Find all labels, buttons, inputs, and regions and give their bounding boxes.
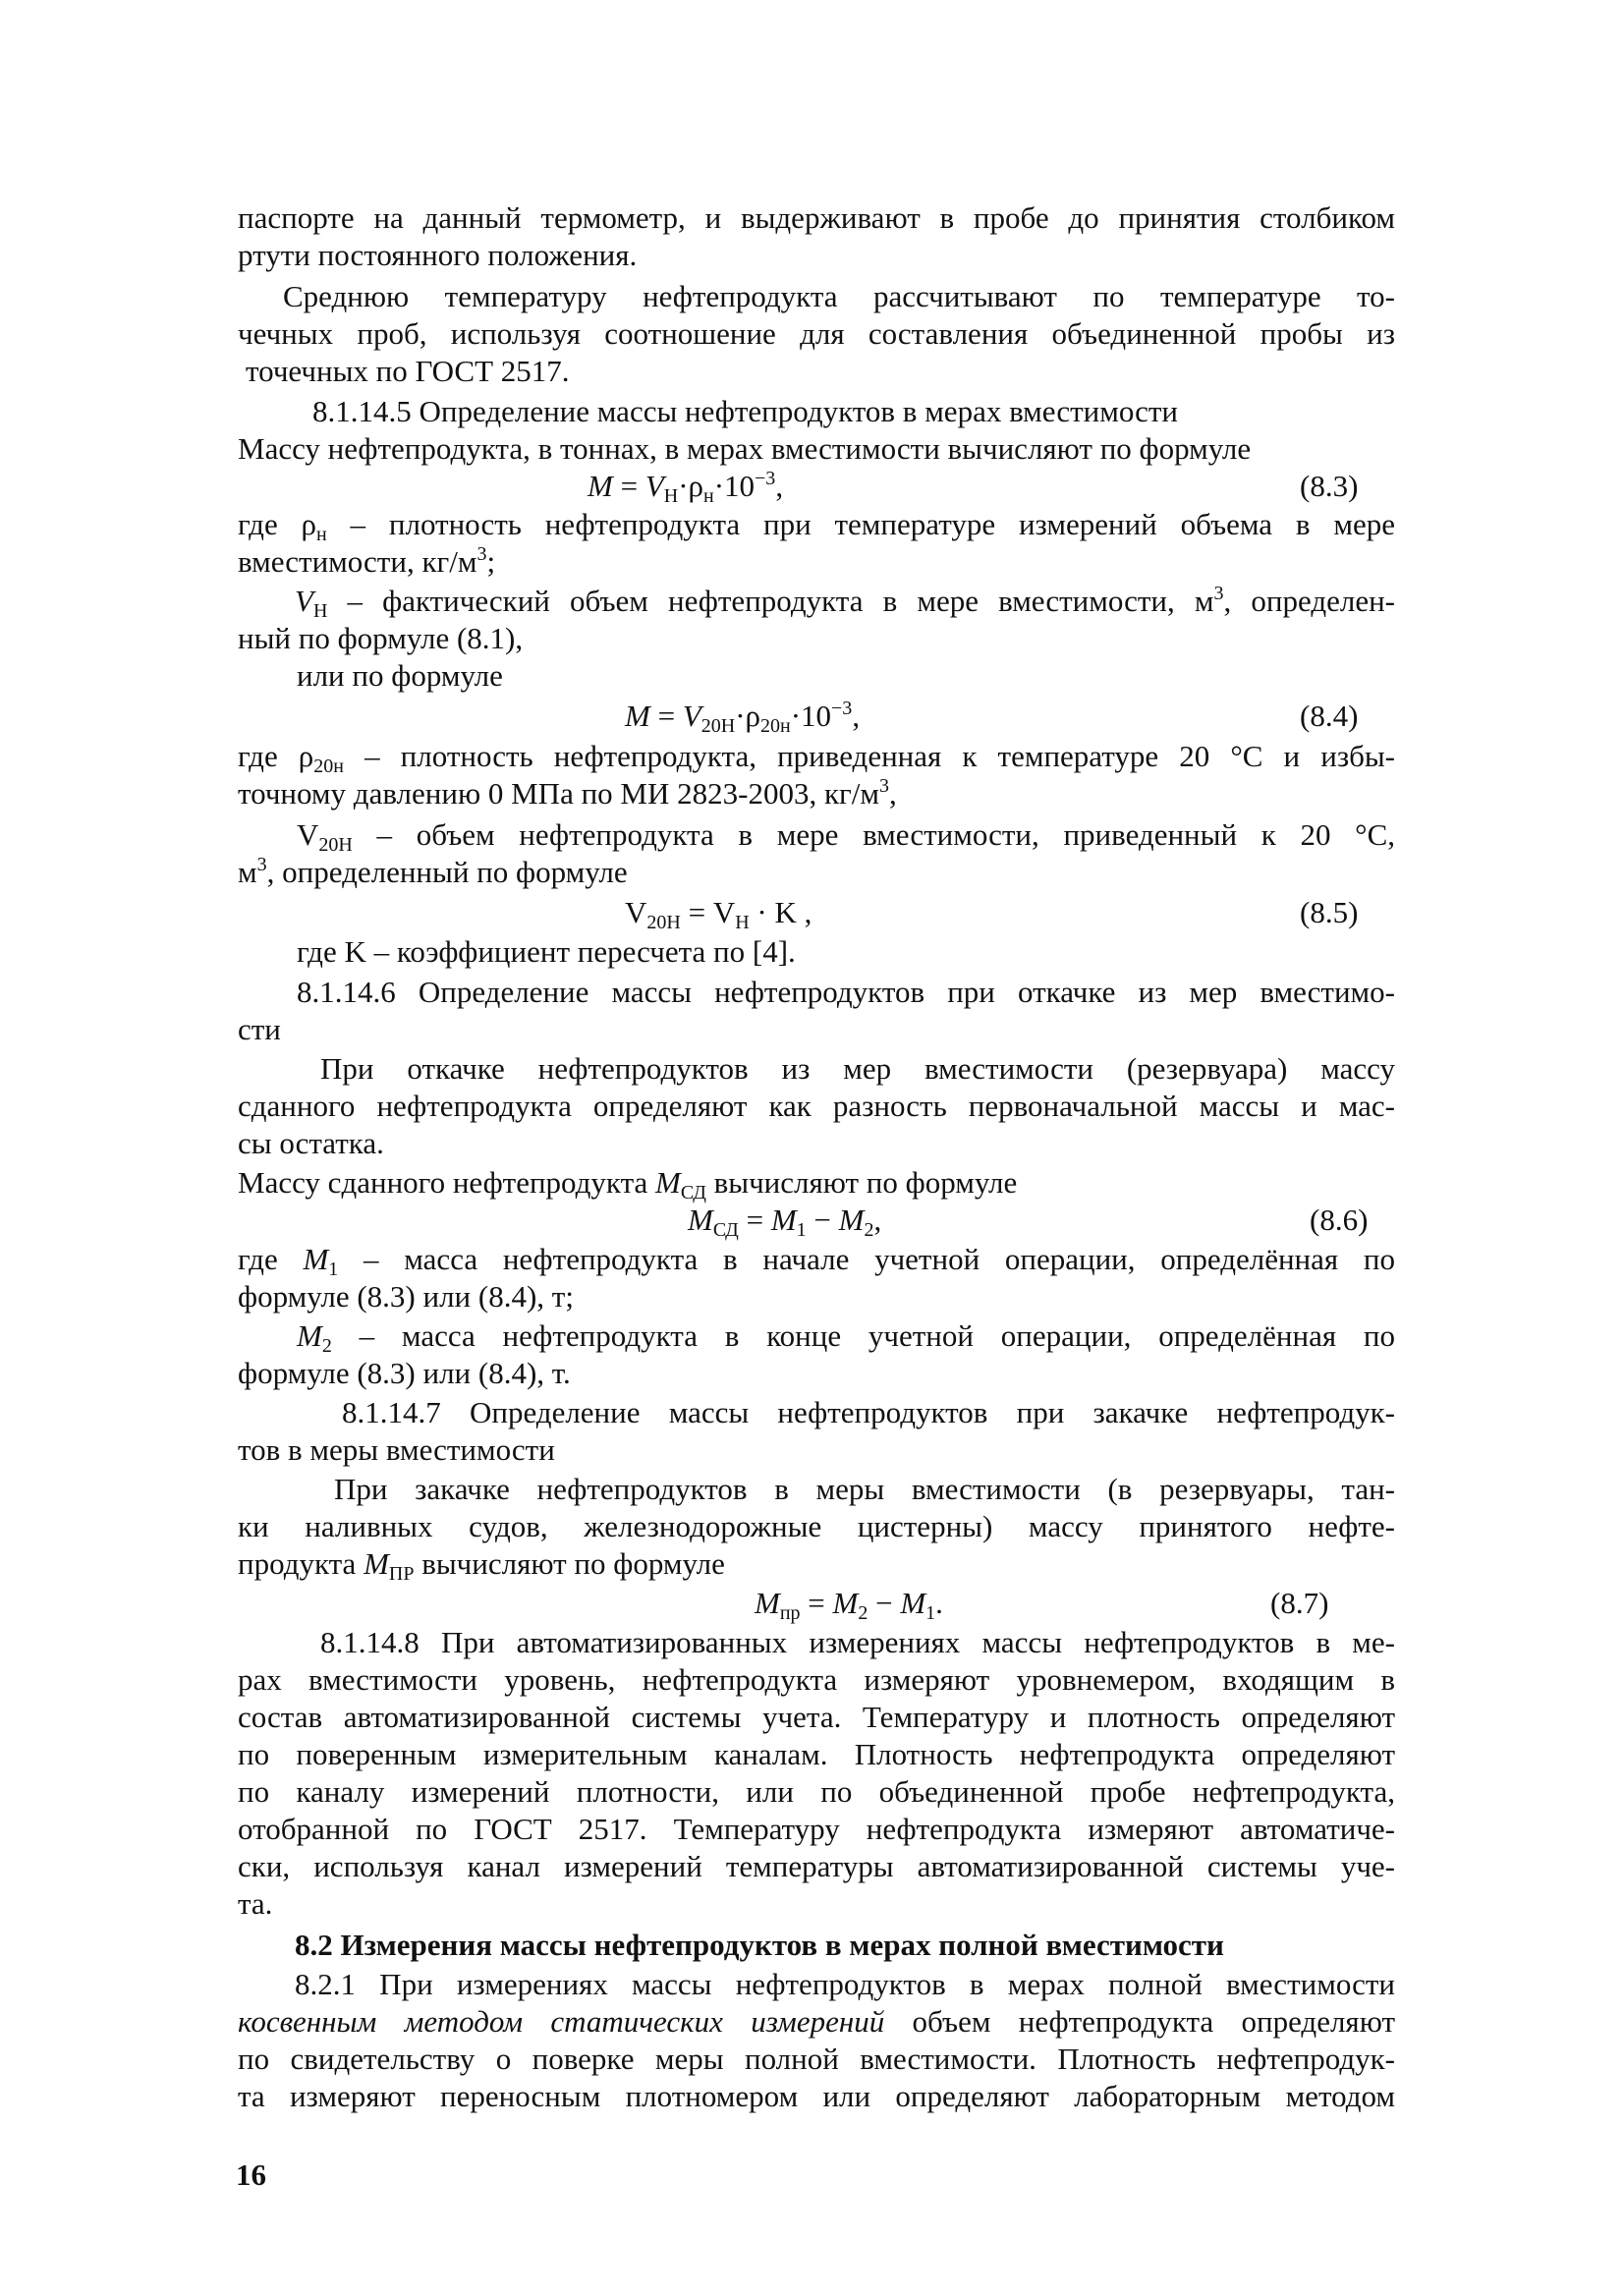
section-title: сти [238, 1012, 281, 1046]
text-span: – плотность нефтепродукта, приведенная к температуре 20 °С и избы- [343, 739, 1395, 773]
text-span: Массу сданного нефтепродукта [238, 1165, 656, 1200]
equation-number: (8.6) [1310, 1203, 1369, 1237]
text-line: 8.2.1 При измерениях массы нефтепродуктов в мерах полной вместимости [295, 1967, 1395, 2001]
text-line: или по формуле [297, 658, 503, 693]
text-span: вычисляют по формуле [414, 1546, 725, 1581]
text-span: – масса нефтепродукта в начале учетной операции, определённая по [338, 1242, 1395, 1276]
text-line: $V_{20Н}$ – объем нефтепродукта в мере вместимости, приведенный к 20 °С, [297, 817, 1395, 856]
formula-8-5: $V_{20Н} = V_Н \cdot K$ , [625, 895, 812, 933]
section-title: 8.1.14.7 Определение массы нефтепродуктов при закачке нефтепродук- [342, 1395, 1395, 1429]
formula-8-6: $M_{СД} = M_1 - M_2$, [688, 1203, 882, 1241]
text-line: отобранной по ГОСТ 2517. Температуру нефтепродукта измеряют автоматиче- [238, 1812, 1395, 1846]
text-span: объем нефтепродукта определяют [884, 2004, 1395, 2039]
text-line: Среднюю температуру нефтепродукта рассчитывают по температуре то- [283, 279, 1395, 313]
equation-number: (8.7) [1270, 1586, 1329, 1620]
section-heading: 8.2 Измерения массы нефтепродуктов в мерах полной вместимости [295, 1928, 1224, 1962]
formula-8-7: $M_{пр} = M_2 - M_1$. [755, 1586, 943, 1624]
text-line: та измеряют переносным плотномером или определяют лабораторным методом [238, 2079, 1395, 2113]
equation-number: (8.3) [1300, 469, 1359, 503]
text-span: , определен- [1223, 584, 1395, 618]
text-line: $м^3$, определенный по формуле [238, 854, 628, 889]
text-line: состав автоматизированной системы учета. Температуру и плотность определяют [238, 1700, 1395, 1734]
italic-term: косвенным методом статических измерений [238, 2004, 885, 2039]
text-line: ки наливных судов, железнодорожные цистерны) массу принятого нефте- [238, 1509, 1395, 1543]
text-line: $V_Н$ – фактический объем нефтепродукта в мере вместимости, $м^3$, определен- [295, 583, 1395, 622]
text-line: Массу сданного нефтепродукта $M_{СД}$ вычисляют по формуле [238, 1165, 1018, 1203]
text-line: где K – коэффициент пересчета по [4]. [297, 934, 796, 969]
section-title: 8.1.14.5 Определение массы нефтепродуктов в мерах вместимости [312, 394, 1179, 428]
text-span: – масса нефтепродукта в конце учетной операции, определённая по [331, 1318, 1395, 1353]
text-line: по свидетельству о поверке меры полной вместимости. Плотность нефтепродук- [238, 2042, 1395, 2076]
text-line: ски, используя канал измерений температуры автоматизированной системы уче- [238, 1849, 1395, 1883]
text-span: вычисляют по формуле [705, 1165, 1018, 1200]
text-line: точечных по ГОСТ 2517. [246, 354, 570, 388]
text-line: точному давлению 0 МПа по МИ 2823-2003, $кг/м^3$, [238, 775, 897, 811]
text-line: где $\rho_{20н}$ – плотность нефтепродукта, приведенная к температуре 20 °С и избы- [238, 739, 1395, 777]
text-line: по поверенным измерительным каналам. Плотность нефтепродукта определяют [238, 1737, 1395, 1771]
text-span: – плотность нефтепродукта при температуре измерений объема в мере [326, 507, 1395, 541]
text-line: вместимости, $кг/м^3$; [238, 543, 496, 579]
text-span: точному давлению 0 МПа по МИ 2823-2003, кг/м [238, 776, 879, 811]
text-span: – объем нефтепродукта в мере вместимости, приведенный к 20 °С, [352, 817, 1395, 852]
formula-8-4: $M = V_{20Н}\cdot\rho_{20н}\cdot 10^{-3}$, [625, 698, 861, 737]
text-line: паспорте на данный термометр, и выдерживают в пробе до принятия столбиком [238, 200, 1395, 235]
text-line: по каналу измерений плотности, или по объединенной пробе нефтепродукта, [238, 1774, 1395, 1809]
text-line: формуле (8.3) или (8.4), т; [238, 1279, 574, 1314]
text-line: продукта $M_{ПР}$ вычисляют по формуле [238, 1546, 725, 1585]
text-span: продукта [238, 1546, 364, 1581]
text-line: $M_2$ – масса нефтепродукта в конце учетной операции, определённая по [297, 1318, 1395, 1357]
page-number: 16 [236, 2157, 266, 2192]
section-title: 8.1.14.6 Определение массы нефтепродуктов при откачке из мер вместимо- [297, 975, 1395, 1009]
text-line: сданного нефтепродукта определяют как разность первоначальной массы и мас- [238, 1089, 1395, 1123]
text-line: Массу нефтепродукта, в тоннах, в мерах вместимости вычисляют по формуле [238, 431, 1252, 466]
text-span: вместимости, кг/м [238, 544, 477, 579]
text-line: где $\rho_н$ – плотность нефтепродукта при температуре измерений объема в мере [238, 507, 1395, 545]
section-title: тов в меры вместимости [238, 1432, 555, 1467]
formula-8-3: $M = V_Н\cdot\rho_н\cdot 10^{-3}$, [588, 468, 784, 507]
text-span: – фактический объем нефтепродукта в мере вместимости, м [327, 584, 1214, 618]
text-line: При откачке нефтепродуктов из мер вместимости (резервуара) массу [320, 1051, 1395, 1086]
text-line [238, 2003, 1395, 2041]
text-line: формуле (8.3) или (8.4), т. [238, 1356, 571, 1390]
text-line: 8.1.14.8 При автоматизированных измерениях массы нефтепродуктов в ме- [320, 1625, 1395, 1659]
text-line: ный по формуле (8.1), [238, 621, 524, 655]
text-line: чечных проб, используя соотношение для составления объединенной пробы из [238, 316, 1395, 351]
equation-number: (8.4) [1300, 699, 1359, 733]
text-line: сы остатка. [238, 1126, 384, 1160]
text-line: рах вместимости уровень, нефтепродукта измеряют уровнемером, входящим в [238, 1662, 1395, 1697]
equation-number: (8.5) [1300, 895, 1359, 929]
text-line: та. [238, 1886, 273, 1921]
text-line: где $M_1$ – масса нефтепродукта в начале учетной операции, определённая по [238, 1242, 1395, 1280]
text-span: , определенный по формуле [266, 855, 628, 889]
text-line: ртути постоянного положения. [238, 238, 638, 272]
text-line: При закачке нефтепродуктов в меры вместимости (в резервуары, тан- [334, 1472, 1395, 1506]
